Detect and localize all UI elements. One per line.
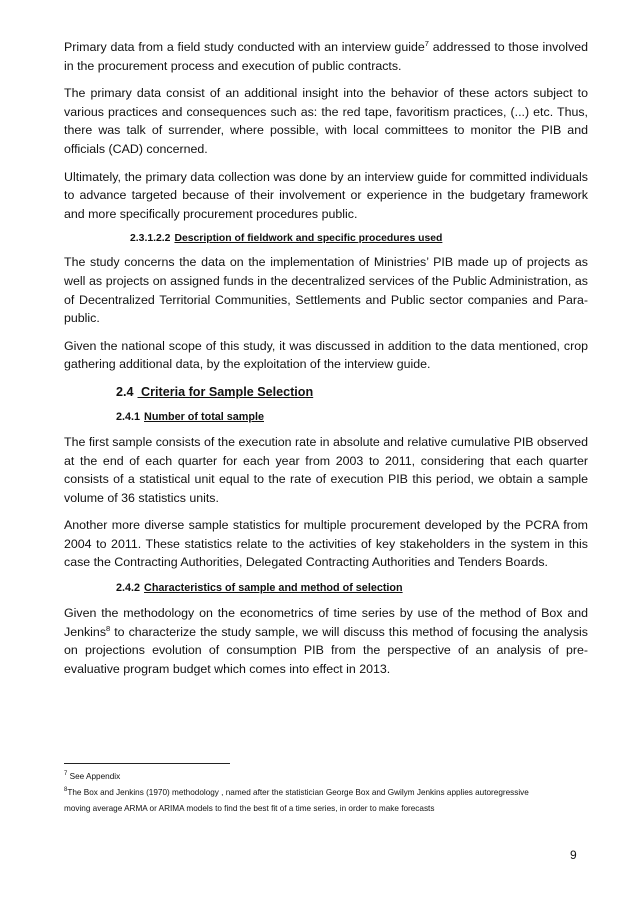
- footnote-divider: [64, 763, 230, 764]
- footnote-text: The Box and Jenkins (1970) methodology , named after the statistician George Box and Gwilym Jenkins applies autoregressive: [67, 788, 529, 797]
- heading-number-total-sample: [64, 410, 588, 424]
- footnote-text: See Appendix: [69, 772, 121, 781]
- section-title: Criteria for Sample Selection: [137, 384, 314, 399]
- paragraph-methodology: [64, 604, 588, 678]
- section-title: Number of total sample: [144, 410, 264, 423]
- page-number: 9: [570, 848, 577, 862]
- paragraph-text: addressed to those involved in the procurement process and execution of public contracts.: [64, 40, 588, 73]
- paragraph-study-concerns: The study concerns the data on the implementation of Ministries’ PIB made up of projects as well as projects on assigned funds in the decentralized services of the Public Administration, as of Decentralized Territorial Communities, Settlements and Public sector companies and Para-public.: [64, 255, 588, 326]
- footnote-ref-7[interactable]: 7: [424, 39, 429, 48]
- paragraph-text: Primary data from a field study conducted with an interview guide: [64, 40, 425, 54]
- footnote-text-continued: moving average ARMA or ARIMA models to find the best fit of a time series, in order to make forecasts: [64, 804, 435, 813]
- paragraph-first-sample: The first sample consists of the execution rate in absolute and relative cumulative PIB observed at the end of each quarter for each year from 2003 to 2011, considering that each quarter consists of a statistical unit equal to the rate of execution PIB this period, we obtain a sample volume of 36 statistics units.: [64, 434, 588, 505]
- section-number: 2.3.1.2.2: [130, 233, 171, 245]
- section-number: 2.4.1: [116, 410, 141, 423]
- footnote-7: [64, 771, 594, 783]
- paragraph-text: Given the methodology on the econometrics of time series by use of the method of Box and Jenkins: [64, 606, 588, 639]
- paragraph-primary-data: [64, 38, 588, 75]
- paragraph-another-sample: Another more diverse sample statistics for multiple procurement developed by the PCRA from 2004 to 2011. These statistics relate to the activities of key stakeholders in the system in this case the Contracting Authorities, Delegated Contracting Authorities and Tenders Boards.: [64, 518, 588, 570]
- section-number: 2.4.2: [116, 582, 141, 595]
- heading-characteristics-sample: [64, 581, 588, 595]
- heading-description-fieldwork: [64, 232, 588, 246]
- heading-criteria-sample-selection: [64, 384, 588, 400]
- footnote-ref-8[interactable]: 8: [106, 623, 111, 633]
- footnote-8: [64, 787, 594, 815]
- section-title: Description of fieldwork and specific procedures used: [174, 233, 443, 245]
- document-page: [64, 38, 588, 687]
- footnote-number: 7: [64, 771, 68, 777]
- footnotes: [64, 771, 594, 819]
- paragraph-primary-data-consist: The primary data consist of an additional insight into the behavior of these actors subject to various practices and consequences such as: the red tape, favoritism practices, (...) etc. Thus, there was talk of surrender, where possible, with local committees to monitor the PIB and officials (CAD) concerned.: [64, 86, 588, 156]
- footnote-number: 8: [64, 787, 68, 793]
- section-title: Characteristics of sample and method of selection: [144, 582, 403, 595]
- paragraph-ultimately: Ultimately, the primary data collection was done by an interview guide for committed individuals to advance targeted because of their involvement or experience in the budgetary framework and more specifically procurement procedures public.: [64, 169, 588, 221]
- paragraph-text: to characterize the study sample, we will discuss this method of focusing the analysis on projections evolution of consumption PIB from the perspective of an analysis of pre-evaluative program budget which comes into effect in 2013.: [64, 624, 588, 676]
- paragraph-national-scope: Given the national scope of this study, it was discussed in addition to the data mentioned, crop gathering additional data, by the exploitation of the interview guide.: [64, 338, 588, 372]
- section-number: 2.4: [116, 384, 134, 399]
